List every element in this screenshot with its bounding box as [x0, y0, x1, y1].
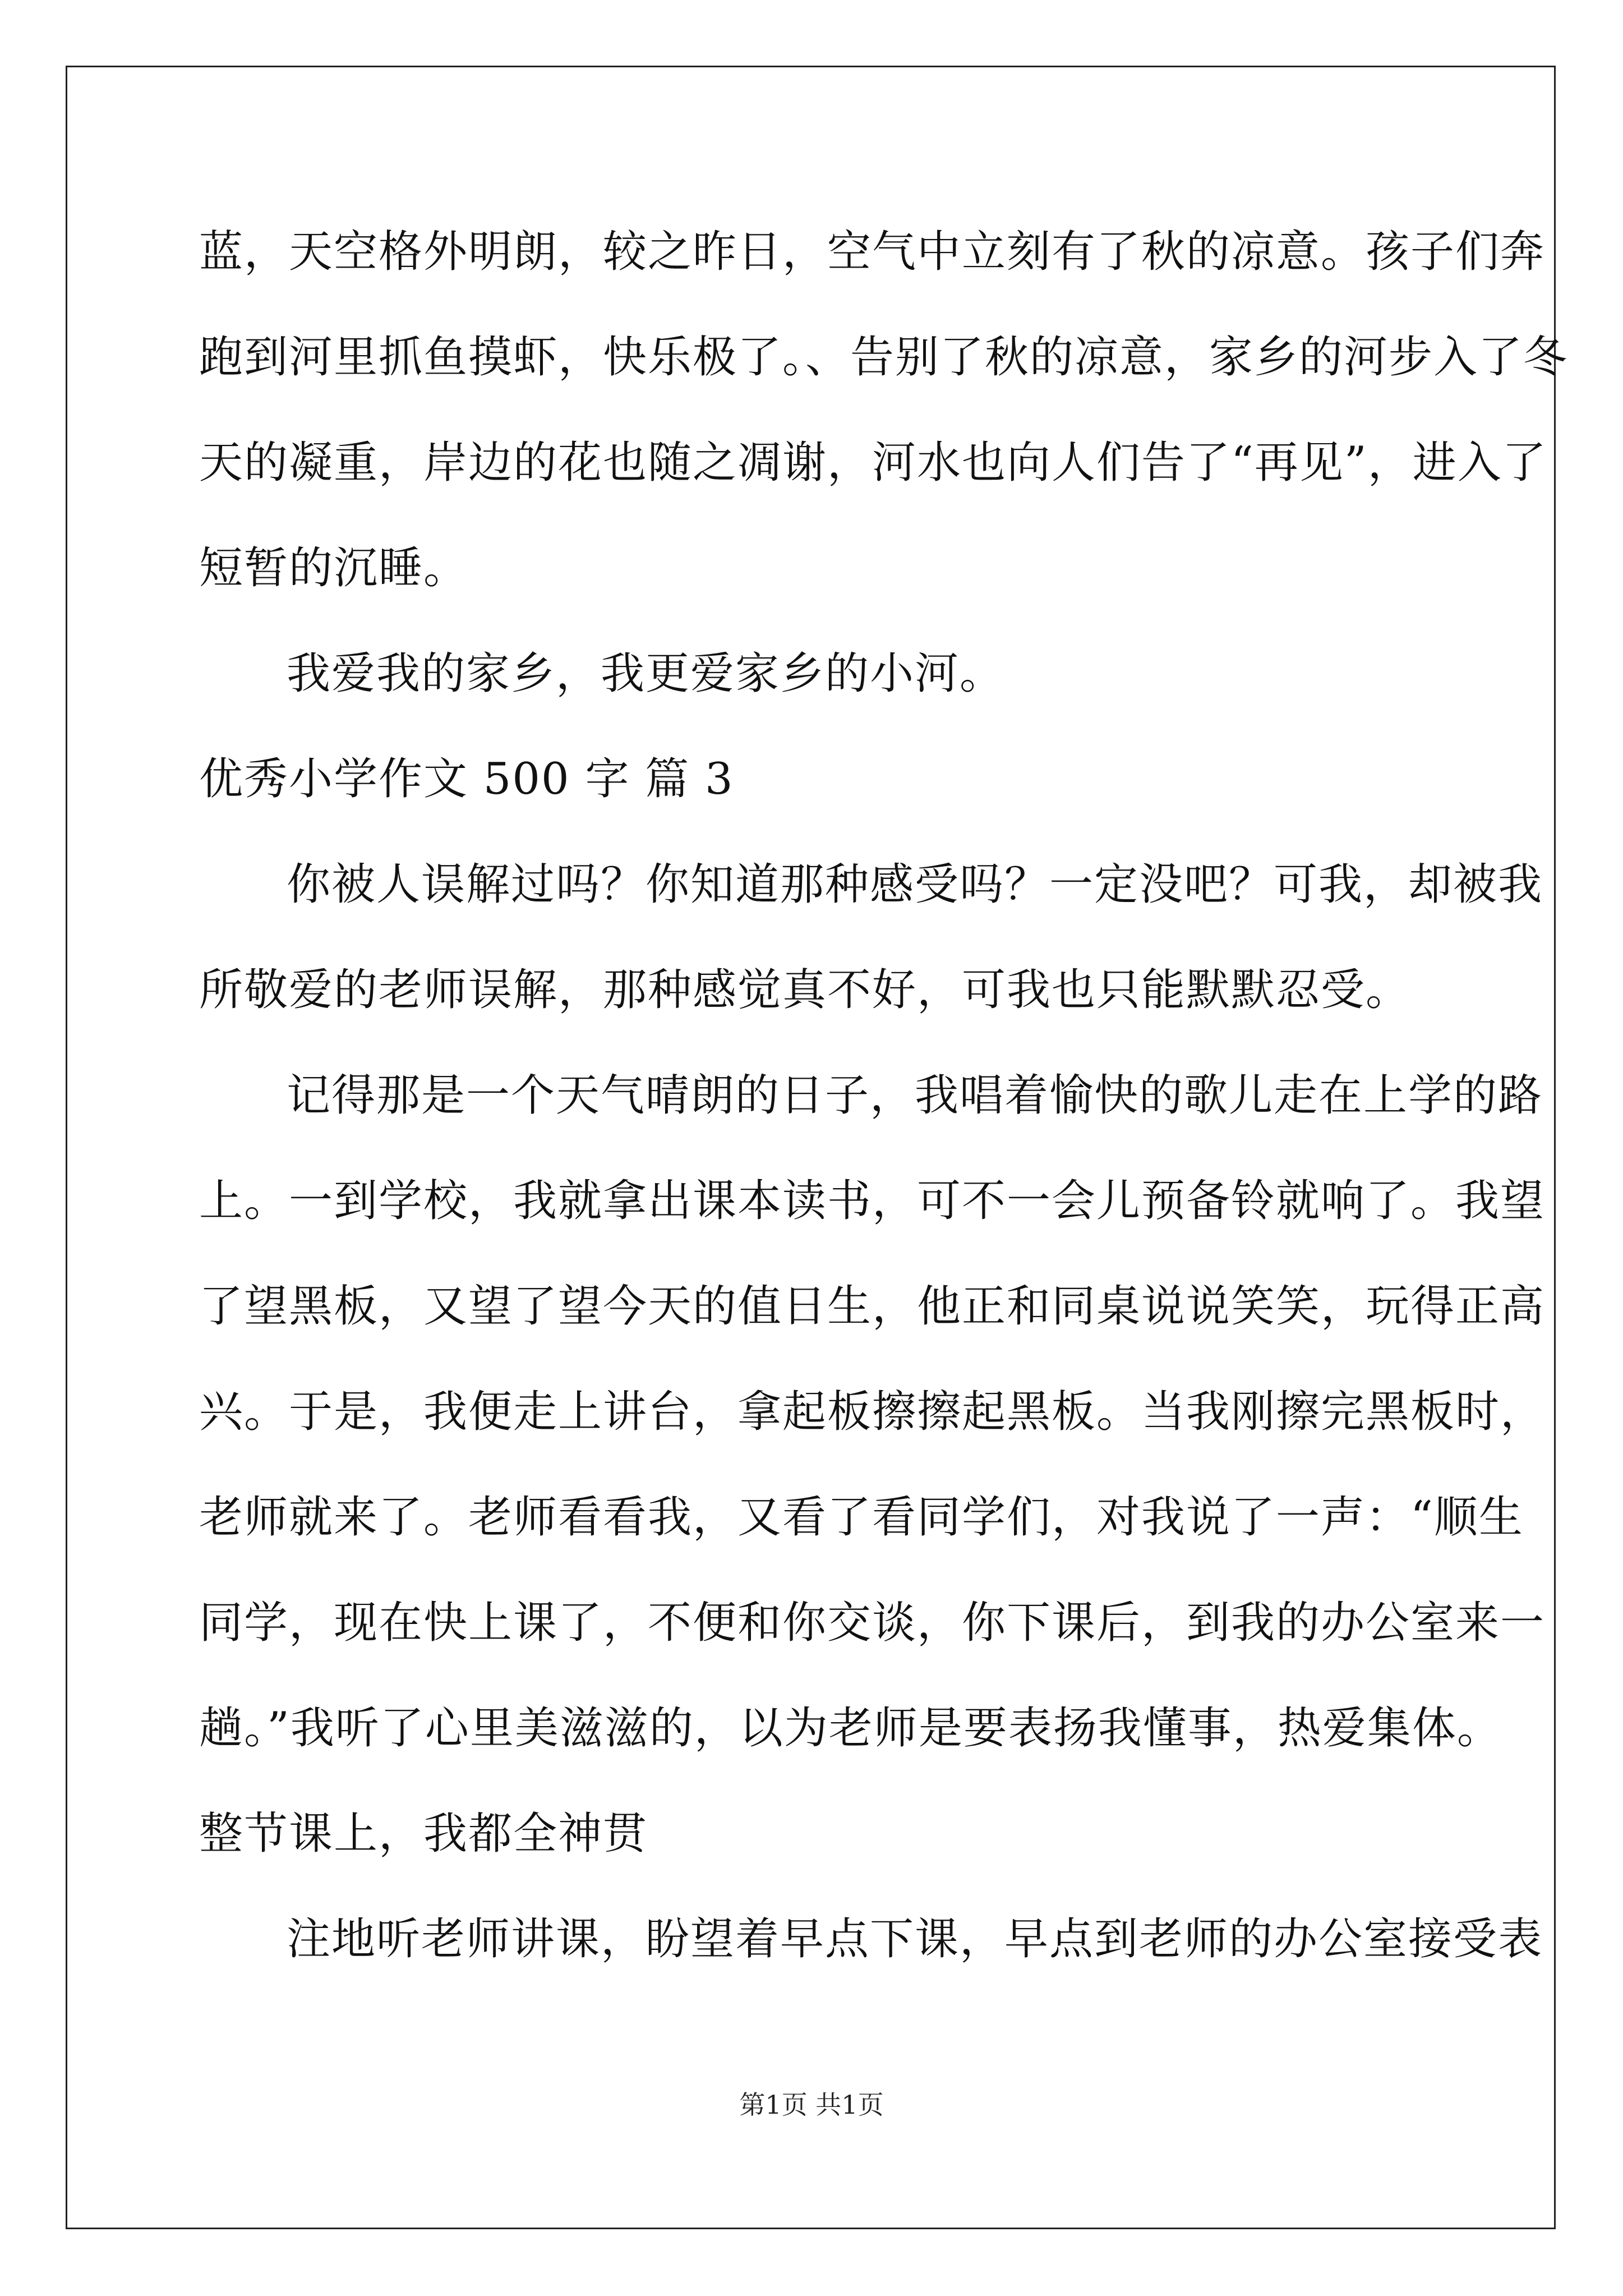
page-footer: 第1页 共1页 [739, 2090, 884, 2120]
text-line-2: 跑到河里抓鱼摸虾，快乐极了。、告别了秋的凉意，家乡的河步入了冬 [199, 332, 1569, 383]
text-line-14: 同学，现在快上课了，不便和你交谈，你下课后，到我的办公室来一 [199, 1598, 1546, 1648]
text-line-16: 整节课上，我都全神贯 [199, 1809, 648, 1859]
text-line-12: 兴。于是，我便走上讲台，拿起板擦擦起黑板。当我刚擦完黑板时， [199, 1387, 1546, 1437]
text-line-3: 天的凝重，岸边的花也随之凋谢，河水也向人们告了“再见”，进入了 [199, 438, 1547, 488]
text-line-4: 短暂的沉睡。 [199, 543, 469, 593]
document-body [199, 199, 1569, 1992]
text-line-9: 记得那是一个天气晴朗的日子，我唱着愉快的歌儿走在上学的路 [287, 1070, 1543, 1121]
text-line-15: 趟。”我听了心里美滋滋的，以为老师是要表扬我懂事，热爱集体。 [199, 1703, 1502, 1754]
text-line-1: 蓝，天空格外明朗，较之昨日，空气中立刻有了秋的凉意。孩子们奔 [199, 227, 1546, 277]
section-heading: 优秀小学作文 500 字 篇 3 [199, 754, 734, 804]
text-line-10: 上。一到学校，我就拿出课本读书，可不一会儿预备铃就响了。我望 [199, 1176, 1546, 1226]
text-line-17: 注地听老师讲课，盼望着早点下课，早点到老师的办公室接受表 [287, 1914, 1543, 1964]
text-line-5: 我爱我的家乡，我更爱家乡的小河。 [287, 648, 1005, 699]
text-line-8: 所敬爱的老师误解，那种感觉真不好，可我也只能默默忍受。 [199, 965, 1411, 1015]
text-line-11: 了望黑板，又望了望今天的值日生，他正和同桌说说笑笑，玩得正高 [199, 1281, 1546, 1332]
text-line-13: 老师就来了。老师看看我，又看了看同学们，对我说了一声：“顺生 [199, 1492, 1524, 1543]
text-line-7: 你被人误解过吗？你知道那种感受吗？一定没吧？可我，却被我 [287, 859, 1543, 910]
